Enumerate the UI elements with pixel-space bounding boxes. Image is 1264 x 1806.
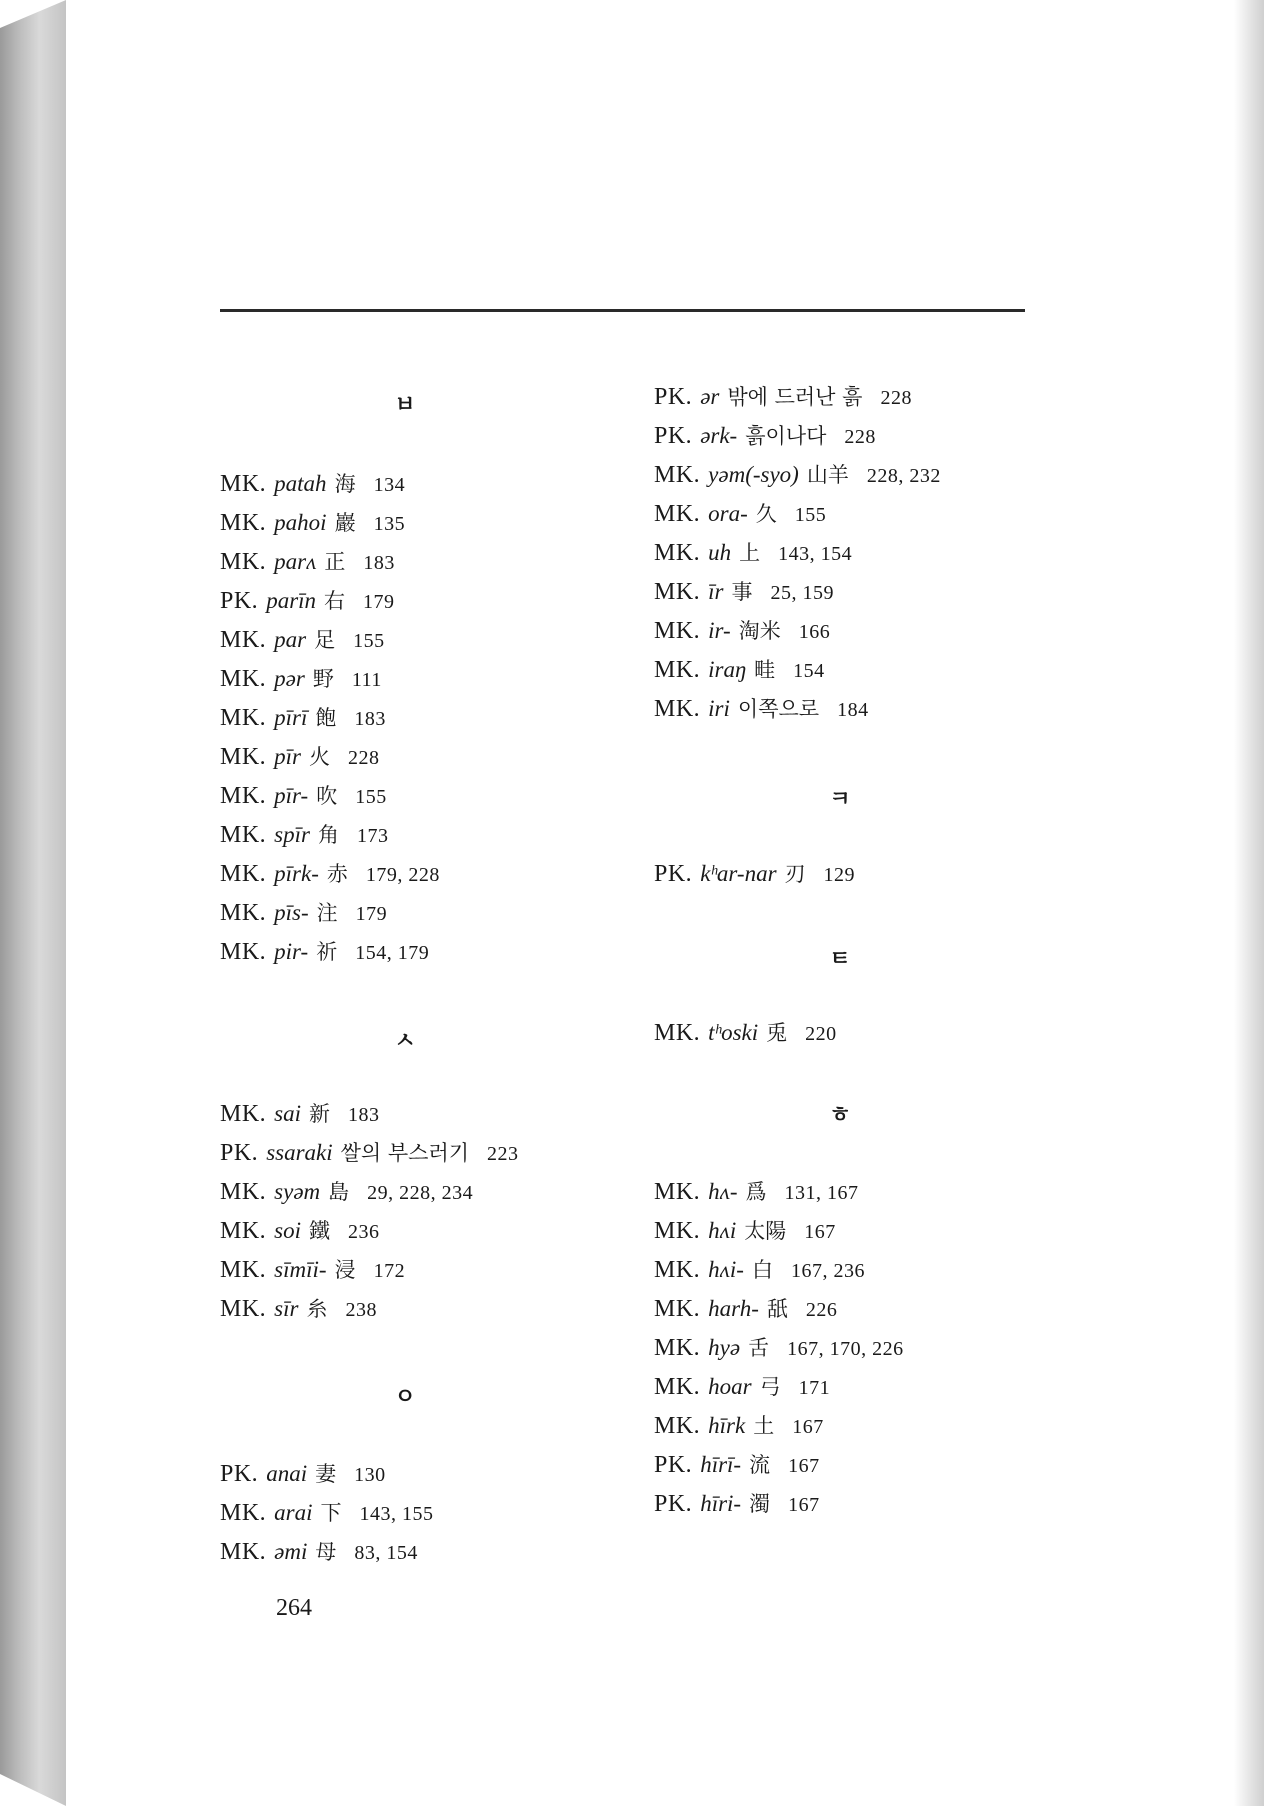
entry-pages: 154, 179 bbox=[355, 942, 430, 964]
entry-pages: 155 bbox=[355, 786, 387, 808]
entry-gloss: 久 bbox=[755, 502, 777, 526]
entry-gloss: 下 bbox=[320, 1501, 342, 1525]
entry-source: MK. bbox=[654, 657, 701, 683]
entry-pages: 183 bbox=[354, 708, 386, 730]
entry-word: yəm(-syo) bbox=[708, 462, 799, 487]
section-heading: ㅅ bbox=[394, 1029, 416, 1054]
entry-pages: 130 bbox=[354, 1464, 386, 1486]
entry-word: pər bbox=[274, 666, 305, 691]
index-entry bbox=[220, 1538, 418, 1567]
entry-pages: 179 bbox=[363, 591, 395, 613]
index-entry bbox=[654, 1490, 820, 1519]
entry-source: MK. bbox=[654, 1257, 701, 1283]
entry-pages: 167 bbox=[788, 1494, 820, 1516]
entry-gloss: 上 bbox=[739, 541, 761, 565]
entry-pages: 220 bbox=[805, 1023, 837, 1045]
entry-word: hīrk bbox=[708, 1413, 746, 1438]
entry-gloss: 正 bbox=[324, 550, 346, 574]
entry-gloss: 舐 bbox=[766, 1297, 788, 1321]
entry-source: MK. bbox=[220, 1101, 267, 1127]
index-entry bbox=[654, 1334, 904, 1363]
index-entry bbox=[220, 1499, 434, 1528]
entry-word: parīn bbox=[266, 588, 317, 613]
entry-source: MK. bbox=[654, 1296, 701, 1322]
entry-pages: 173 bbox=[356, 825, 389, 847]
index-entry bbox=[220, 1460, 386, 1489]
index-entry bbox=[654, 1178, 859, 1207]
entry-source: MK. bbox=[220, 666, 267, 692]
entry-gloss: 兎 bbox=[766, 1021, 788, 1045]
entry-source: MK. bbox=[654, 462, 701, 488]
entry-pages: 134 bbox=[373, 474, 406, 496]
index-entry bbox=[220, 1100, 380, 1129]
entry-pages: 167, 170, 226 bbox=[787, 1338, 904, 1360]
entry-word: hyə bbox=[708, 1335, 741, 1360]
entry-source: MK. bbox=[654, 1413, 701, 1439]
entry-source: MK. bbox=[220, 783, 267, 809]
entry-source: MK. bbox=[654, 618, 701, 644]
entry-pages: 154 bbox=[793, 660, 825, 682]
entry-gloss: 畦 bbox=[754, 658, 776, 682]
entry-pages: 228 bbox=[348, 747, 380, 769]
entry-gloss: 妻 bbox=[315, 1462, 337, 1486]
entry-gloss: 母 bbox=[315, 1540, 337, 1564]
entry-source: MK. bbox=[220, 549, 267, 575]
entry-gloss: 火 bbox=[309, 745, 331, 769]
entry-pages: 172 bbox=[373, 1260, 406, 1282]
entry-source: PK. bbox=[220, 1140, 259, 1166]
entry-gloss: 土 bbox=[753, 1414, 775, 1438]
entry-word: syəm bbox=[274, 1179, 321, 1204]
index-entry bbox=[654, 1019, 837, 1048]
index-entry bbox=[654, 860, 855, 889]
index-entry bbox=[654, 500, 826, 529]
index-entry bbox=[220, 470, 405, 499]
entry-pages: 135 bbox=[373, 513, 406, 535]
entry-word: ssaraki bbox=[266, 1140, 333, 1165]
entry-pages: 223 bbox=[487, 1143, 519, 1165]
entry-gloss: 野 bbox=[312, 667, 334, 691]
entry-source: MK. bbox=[220, 1218, 267, 1244]
index-entry bbox=[220, 938, 429, 967]
entry-pages: 29, 228, 234 bbox=[367, 1182, 474, 1204]
entry-gloss: 新 bbox=[309, 1102, 331, 1126]
entry-word: par bbox=[274, 627, 307, 652]
entry-gloss: 事 bbox=[731, 580, 753, 604]
entry-pages: 179, 228 bbox=[365, 864, 440, 886]
entry-word: pir- bbox=[274, 939, 309, 964]
entry-word: ər bbox=[700, 384, 720, 409]
entry-pages: 183 bbox=[363, 552, 395, 574]
entry-word: hʌ- bbox=[708, 1179, 738, 1204]
index-entry bbox=[654, 1256, 865, 1285]
entry-gloss: 白 bbox=[751, 1258, 773, 1282]
entry-pages: 228, 232 bbox=[866, 465, 941, 487]
entry-source: MK. bbox=[220, 1179, 267, 1205]
entry-word: ərk- bbox=[700, 423, 738, 448]
entry-pages: 184 bbox=[837, 699, 869, 721]
entry-word: anai bbox=[266, 1461, 308, 1486]
entry-word: patah bbox=[274, 471, 327, 496]
book-spine bbox=[0, 0, 66, 1806]
entry-source: MK. bbox=[220, 861, 267, 887]
entry-word: uh bbox=[708, 540, 732, 565]
entry-pages: 228 bbox=[844, 426, 876, 448]
index-entry bbox=[220, 1139, 519, 1168]
entry-pages: 167 bbox=[788, 1455, 820, 1477]
index-entry bbox=[220, 509, 405, 538]
entry-source: PK. bbox=[654, 1452, 693, 1478]
entry-gloss: 巖 bbox=[334, 511, 356, 535]
index-entry bbox=[220, 704, 386, 733]
entry-gloss: 밖에 드러난 흙 bbox=[727, 385, 863, 409]
entry-word: spīr bbox=[274, 822, 310, 847]
entry-gloss: 쌀의 부스러기 bbox=[340, 1141, 470, 1165]
entry-pages: 226 bbox=[805, 1299, 838, 1321]
entry-pages: 167 bbox=[804, 1221, 836, 1243]
entry-pages: 131, 167 bbox=[784, 1182, 859, 1204]
entry-gloss: 祈 bbox=[316, 940, 338, 964]
entry-gloss: 刃 bbox=[784, 862, 806, 886]
entry-word: kʰar-nar bbox=[700, 861, 777, 886]
entry-word: arai bbox=[274, 1500, 313, 1525]
entry-source: MK. bbox=[654, 501, 701, 527]
entry-source: MK. bbox=[654, 1335, 701, 1361]
page-number: 264 bbox=[276, 1595, 312, 1621]
entry-source: MK. bbox=[220, 510, 267, 536]
entry-source: PK. bbox=[654, 861, 693, 887]
entry-pages: 83, 154 bbox=[354, 1542, 418, 1564]
entry-pages: 238 bbox=[345, 1299, 377, 1321]
entry-gloss: 飽 bbox=[315, 706, 337, 730]
entry-gloss: 弓 bbox=[759, 1375, 781, 1399]
entry-word: iri bbox=[708, 696, 730, 721]
entry-pages: 155 bbox=[794, 504, 827, 526]
entry-gloss: 이쪽으로 bbox=[737, 697, 820, 721]
index-entry bbox=[654, 461, 941, 490]
entry-source: MK. bbox=[654, 540, 701, 566]
entry-source: MK. bbox=[220, 627, 267, 653]
index-entry bbox=[654, 617, 830, 646]
entry-gloss: 舌 bbox=[748, 1336, 770, 1360]
entry-source: MK. bbox=[654, 1020, 701, 1046]
index-entry bbox=[220, 548, 395, 577]
entry-gloss: 流 bbox=[749, 1453, 771, 1477]
header-rule bbox=[220, 309, 1025, 312]
entry-word: pīrk- bbox=[274, 861, 319, 886]
index-entry bbox=[220, 665, 382, 694]
index-entry bbox=[220, 860, 440, 889]
entry-word: əmi bbox=[274, 1539, 308, 1564]
entry-gloss: 濁 bbox=[749, 1492, 771, 1516]
entry-pages: 236 bbox=[348, 1221, 380, 1243]
entry-word: pīs- bbox=[274, 900, 309, 925]
index-entry bbox=[654, 1373, 830, 1402]
section-heading: ㅎ bbox=[829, 1103, 851, 1128]
entry-source: MK. bbox=[220, 1500, 267, 1526]
entry-source: MK. bbox=[220, 1539, 267, 1565]
entry-gloss: 浸 bbox=[334, 1258, 356, 1282]
index-entry bbox=[654, 1217, 836, 1246]
index-entry bbox=[220, 1256, 405, 1285]
entry-word: sīmīi- bbox=[274, 1257, 327, 1282]
entry-source: MK. bbox=[220, 1296, 267, 1322]
entry-word: parʌ bbox=[274, 549, 317, 574]
index-entry bbox=[220, 587, 395, 616]
entry-source: MK. bbox=[220, 939, 267, 965]
entry-gloss: 太陽 bbox=[744, 1219, 787, 1243]
entry-word: hʌi- bbox=[708, 1257, 744, 1282]
index-entry bbox=[654, 383, 912, 412]
index-entry bbox=[220, 1217, 380, 1246]
entry-word: tʰoski bbox=[708, 1020, 759, 1045]
entry-gloss: 島 bbox=[328, 1180, 350, 1204]
entry-gloss: 角 bbox=[317, 823, 339, 847]
entry-source: PK. bbox=[220, 588, 259, 614]
entry-source: MK. bbox=[220, 900, 267, 926]
entry-source: MK. bbox=[654, 696, 701, 722]
entry-gloss: 鐵 bbox=[309, 1219, 331, 1243]
index-entry bbox=[220, 782, 387, 811]
entry-pages: 143, 154 bbox=[778, 543, 853, 565]
entry-word: iraŋ bbox=[708, 657, 747, 682]
index-entry bbox=[654, 1451, 820, 1480]
entry-source: MK. bbox=[220, 471, 267, 497]
entry-word: harh- bbox=[708, 1296, 759, 1321]
index-entry bbox=[220, 1295, 377, 1324]
entry-pages: 166 bbox=[798, 621, 831, 643]
entry-gloss: 淘米 bbox=[738, 619, 781, 643]
index-entry bbox=[220, 899, 387, 928]
index-entry bbox=[654, 422, 876, 451]
entry-pages: 167, 236 bbox=[790, 1260, 865, 1282]
entry-pages: 171 bbox=[798, 1377, 831, 1399]
index-entry bbox=[654, 1295, 837, 1324]
entry-word: sīr bbox=[274, 1296, 299, 1321]
index-entry bbox=[654, 656, 825, 685]
entry-word: sai bbox=[274, 1101, 302, 1126]
section-heading: ㅂ bbox=[394, 393, 416, 418]
entry-source: MK. bbox=[220, 822, 267, 848]
entry-gloss: 赤 bbox=[326, 862, 348, 886]
entry-source: PK. bbox=[654, 384, 693, 410]
index-entry bbox=[654, 695, 869, 724]
entry-word: īr bbox=[708, 579, 724, 604]
entry-pages: 167 bbox=[792, 1416, 824, 1438]
entry-word: soi bbox=[274, 1218, 302, 1243]
entry-pages: 143, 155 bbox=[359, 1503, 434, 1525]
index-entry bbox=[220, 743, 380, 772]
index-entry bbox=[220, 821, 388, 850]
index-entry bbox=[220, 626, 385, 655]
entry-word: hīri- bbox=[700, 1491, 742, 1516]
entry-source: MK. bbox=[654, 1218, 701, 1244]
entry-word: hʌi bbox=[708, 1218, 737, 1243]
entry-pages: 111 bbox=[351, 669, 382, 691]
entry-gloss: 山羊 bbox=[806, 463, 849, 487]
entry-pages: 155 bbox=[353, 630, 385, 652]
entry-source: MK. bbox=[220, 744, 267, 770]
entry-source: MK. bbox=[654, 579, 701, 605]
entry-word: pīr- bbox=[274, 783, 309, 808]
entry-pages: 228 bbox=[880, 387, 912, 409]
entry-word: hoar bbox=[708, 1374, 752, 1399]
entry-source: MK. bbox=[654, 1374, 701, 1400]
entry-source: MK. bbox=[220, 1257, 267, 1283]
index-entry bbox=[654, 578, 834, 607]
entry-pages: 129 bbox=[823, 864, 856, 886]
entry-source: PK. bbox=[654, 423, 693, 449]
index-entry bbox=[654, 539, 852, 568]
index-entry bbox=[220, 1178, 473, 1207]
entry-source: PK. bbox=[654, 1491, 693, 1517]
entry-word: hīrī- bbox=[700, 1452, 742, 1477]
entry-gloss: 흙이나다 bbox=[745, 424, 827, 448]
entry-source: MK. bbox=[654, 1179, 701, 1205]
entry-source: MK. bbox=[220, 705, 267, 731]
index-entry bbox=[654, 1412, 824, 1441]
entry-gloss: 糸 bbox=[306, 1297, 328, 1321]
page-edge-shadow bbox=[1234, 0, 1264, 1806]
entry-pages: 179 bbox=[355, 903, 388, 925]
entry-word: pahoi bbox=[274, 510, 327, 535]
entry-gloss: 海 bbox=[334, 472, 356, 496]
entry-pages: 25, 159 bbox=[770, 582, 835, 604]
entry-pages: 183 bbox=[348, 1104, 380, 1126]
section-heading: ㅌ bbox=[829, 947, 851, 972]
entry-source: PK. bbox=[220, 1461, 259, 1487]
entry-gloss: 吹 bbox=[316, 784, 338, 808]
entry-word: ora- bbox=[708, 501, 748, 526]
entry-word: pīr bbox=[274, 744, 302, 769]
entry-gloss: 爲 bbox=[745, 1180, 767, 1204]
entry-gloss: 足 bbox=[314, 628, 336, 652]
entry-word: pīrī bbox=[274, 705, 308, 730]
entry-word: ir- bbox=[708, 618, 731, 643]
section-heading: ㅇ bbox=[394, 1385, 416, 1410]
entry-gloss: 注 bbox=[316, 901, 338, 925]
entry-gloss: 右 bbox=[324, 589, 346, 613]
section-heading: ㅋ bbox=[829, 787, 851, 812]
